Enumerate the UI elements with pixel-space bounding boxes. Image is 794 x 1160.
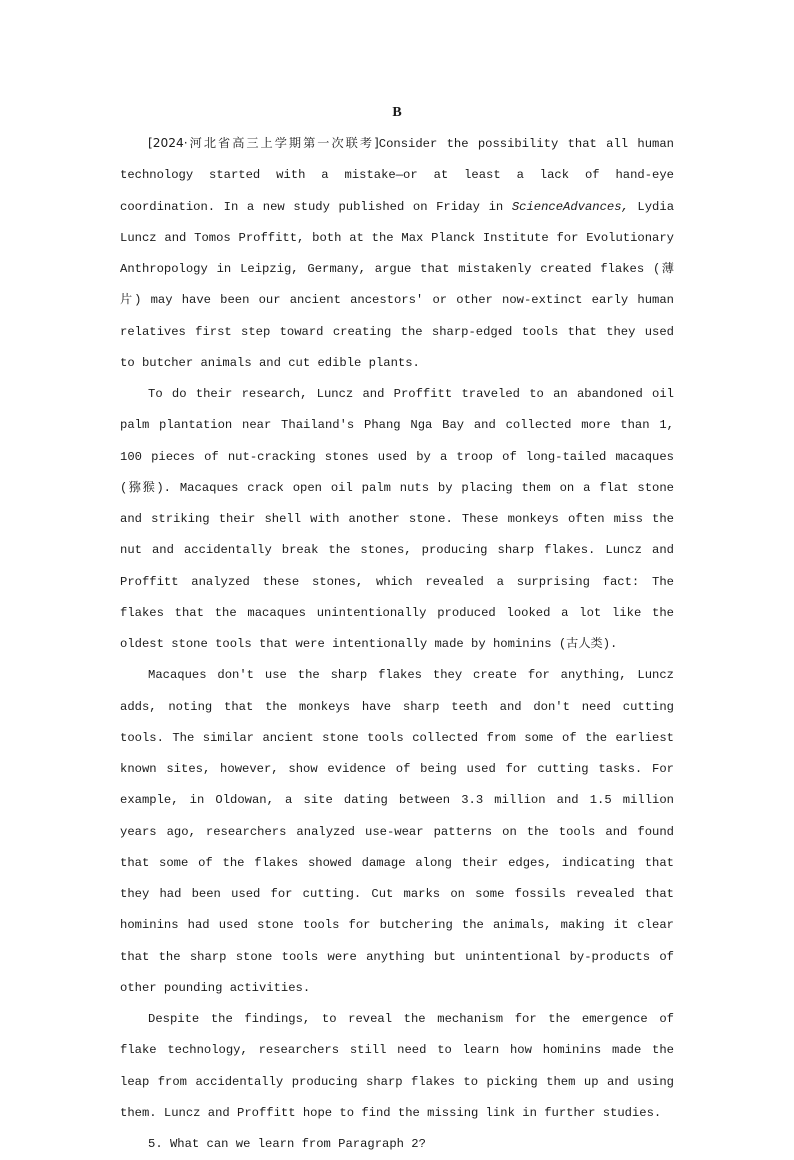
journal-name: ScienceAdvances, bbox=[511, 199, 629, 214]
paragraph-4: Despite the findings, to reveal the mechanism for the emergence of flake technology, researchers still need to learn how hominins made the leap from accidentally producing sharp flakes to picking them up and using them. Luncz and Proffitt hope to find the missing link in further studies. bbox=[120, 1012, 674, 1120]
passage bbox=[120, 128, 674, 1160]
paragraph-1-text-b: Lydia Luncz and Tomos Proffitt, both at the Max Planck Institute for Evolutionary Anthropology in Leipzig, Germany, argue that mistakenly created flakes (薄片) may have been our ancient ancestors' or other now-extinct early human relatives first step toward creating the sharp-edged tools that they used to butcher animals and cut edible plants. bbox=[120, 199, 675, 370]
paragraph-3: Macaques don't use the sharp flakes they create for anything, Luncz adds, noting that the monkeys have sharp teeth and don't need cutting tools. The similar ancient stone tools collected from some of the earliest known sites, however, show evidence of being used for cutting tasks. For example, in Oldowan, a site dating between 3.3 million and 1.5 million years ago, researchers analyzed use-wear patterns on the tools and found that some of the flakes showed damage along their edges, indicating that they had been used for cutting. Cut marks on some fossils revealed that hominins had used stone tools for butchering the animals, making it clear that the sharp stone tools were anything but unintentional by-products of other pounding activities. bbox=[120, 668, 674, 995]
paragraph-1-text-a: Consider the possibility that all human technology started with a mistake—or at least a lack of hand-eye coordination. In a new study published on Friday in bbox=[120, 137, 674, 214]
exam-source-tag: [2024·河北省高三上学期第一次联考] bbox=[148, 136, 379, 150]
paragraph-1 bbox=[120, 128, 674, 379]
section-label: B bbox=[392, 105, 402, 120]
question-5: 5. What can we learn from Paragraph 2? bbox=[148, 1137, 426, 1151]
paragraph-2: To do their research, Luncz and Proffitt traveled to an abandoned oil palm plantation near Thailand's Phang Nga Bay and collected more than 1, 100 pieces of nut-cracking stones used by a troop of long-tailed macaques (猕猴). Macaques crack open oil palm nuts by placing them on a flat stone and striking their shell with another stone. These monkeys often miss the nut and accidentally break the stones, producing sharp flakes. Luncz and Proffitt analyzed these stones, which revealed a surprising fact: The flakes that the macaques unintentionally produced looked a lot like the oldest stone tools that were intentionally made by hominins (古人类). bbox=[120, 387, 674, 651]
